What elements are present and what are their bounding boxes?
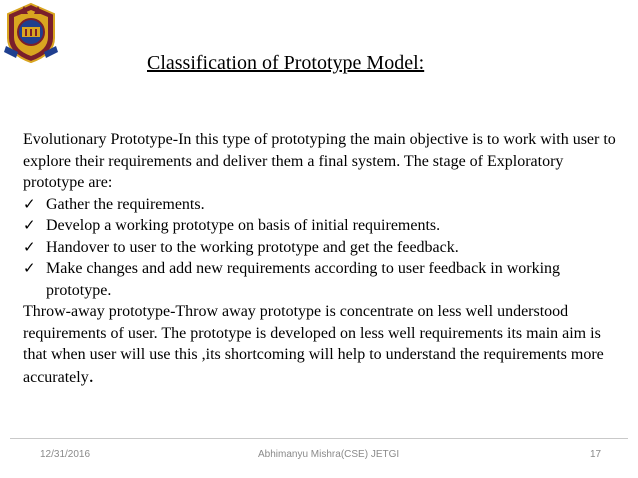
list-item-text: Handover to user to the working prototype and get the feedback.	[46, 238, 459, 256]
list-item-text: Develop a working prototype on basis of initial requirements.	[46, 217, 441, 234]
list-item	[23, 258, 623, 301]
checkmark-icon: ✓	[23, 259, 36, 277]
institute-logo	[2, 2, 60, 64]
throwaway-prototype-paragraph	[23, 301, 623, 388]
exploratory-stages-list	[23, 194, 623, 302]
checkmark-icon: ✓	[23, 216, 36, 234]
list-item-text: Make changes and add new requirements according to user feedback in working prototype.	[46, 260, 561, 299]
checkmark-icon: ✓	[23, 237, 36, 256]
paragraph-end-period: .	[88, 364, 94, 387]
footer-date: 12/31/2016	[40, 449, 91, 460]
list-item	[23, 237, 623, 259]
throwaway-prototype-text: Throw-away prototype-Throw away prototype is concentrate on less well understood requirements of user. The prototype is developed on less well requirements its main aim is that when user will use this ,its shortcoming will help to understand the requirements more accurately	[23, 303, 604, 386]
evolutionary-prototype-paragraph: Evolutionary Prototype-In this type of prototyping the main objective is to work with user to explore their requirements and deliver them a final system. The stage of Exploratory prototype are:	[23, 131, 616, 191]
list-item	[23, 215, 623, 237]
slide-number: 17	[590, 449, 602, 460]
footer-author: Abhimanyu Mishra(CSE) JETGI	[258, 449, 400, 460]
slide-title: Classification of Prototype Model:	[147, 52, 425, 74]
list-item-text: Gather the requirements.	[46, 195, 205, 213]
list-item	[23, 194, 623, 216]
institute-crest-icon	[2, 2, 60, 64]
checkmark-icon: ✓	[23, 194, 36, 213]
slide-body	[23, 129, 623, 388]
footer-divider	[10, 438, 628, 439]
